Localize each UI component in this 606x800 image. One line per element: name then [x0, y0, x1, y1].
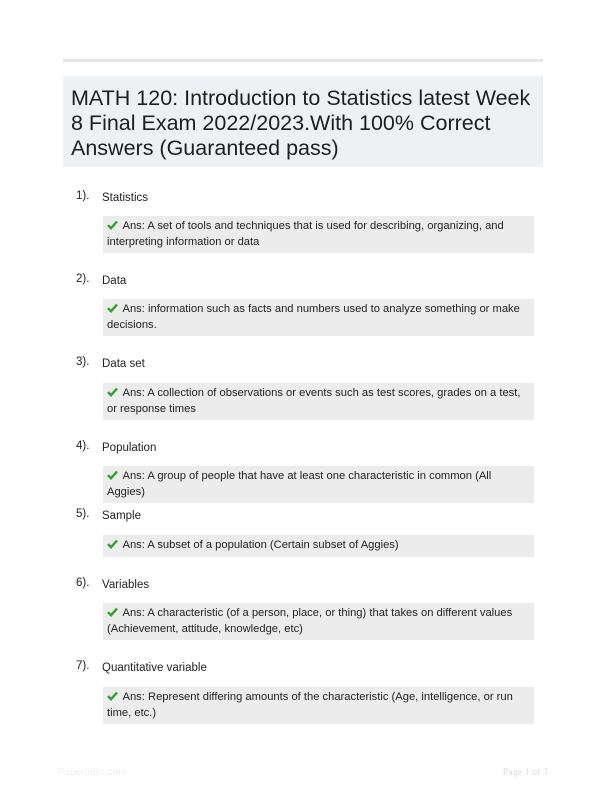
question-term: Variables [102, 579, 150, 591]
question-item [63, 577, 543, 635]
question-number: 5). [76, 508, 90, 520]
question-number: 2). [76, 273, 90, 285]
document-title: MATH 120: Introduction to Statistics latest Week 8 Final Exam 2022/2023.With 100% Correct Answers (Guaranteed pass) [71, 86, 531, 160]
answer-text: Ans: A subset of a population (Certain subset of Aggies) [122, 539, 399, 551]
check-icon [107, 220, 118, 230]
answer-text: Ans: A set of tools and techniques that is used for describing, organizing, and interpreting information or data [107, 220, 504, 248]
question-term: Data [102, 275, 127, 287]
question-number: 7). [76, 660, 90, 672]
answer-text: Ans: information such as facts and numbers used to analyze something or make decisions. [107, 303, 520, 331]
check-icon [107, 539, 118, 549]
check-icon [107, 387, 118, 397]
answer-box [103, 687, 534, 724]
question-term: Statistics [102, 192, 149, 204]
question-term: Data set [102, 358, 145, 370]
question-term: Population [102, 442, 157, 454]
answer-text: Ans: A collection of observations or events such as test scores, grades on a test, or response times [107, 387, 521, 415]
title-box [63, 76, 543, 167]
answer-text: Ans: A group of people that have at least one characteristic in common (All Aggies) [107, 470, 492, 498]
question-number: 4). [76, 440, 90, 452]
answer-box [103, 466, 534, 503]
question-item [63, 660, 543, 719]
question-term: Sample [102, 510, 141, 522]
answer-box [103, 216, 534, 253]
check-icon [107, 607, 118, 617]
answer-box [103, 535, 534, 557]
question-item [63, 508, 543, 551]
question-number: 3). [76, 356, 90, 368]
top-divider [63, 59, 543, 62]
answer-text: Ans: Represent differing amounts of the characteristic (Age, intelligence, or run time, etc.) [107, 691, 513, 719]
footer-watermark: Paperfollic.com [58, 767, 127, 778]
check-icon [107, 691, 118, 701]
check-icon [107, 470, 118, 480]
question-term: Quantitative variable [102, 662, 207, 674]
question-item [63, 440, 543, 498]
question-item [63, 356, 543, 415]
answer-box [103, 383, 534, 420]
question-number: 1). [76, 190, 90, 202]
question-item [63, 273, 543, 331]
answer-box [103, 299, 534, 336]
answer-text: Ans: A characteristic (of a person, place, or thing) that takes on different values (Achievement, attitude, knowledge, etc) [107, 607, 513, 635]
question-number: 6). [76, 577, 90, 589]
question-item [63, 190, 543, 248]
answer-box [103, 603, 534, 640]
page-number: Page 1 of 3 [502, 767, 548, 778]
check-icon [107, 303, 118, 313]
